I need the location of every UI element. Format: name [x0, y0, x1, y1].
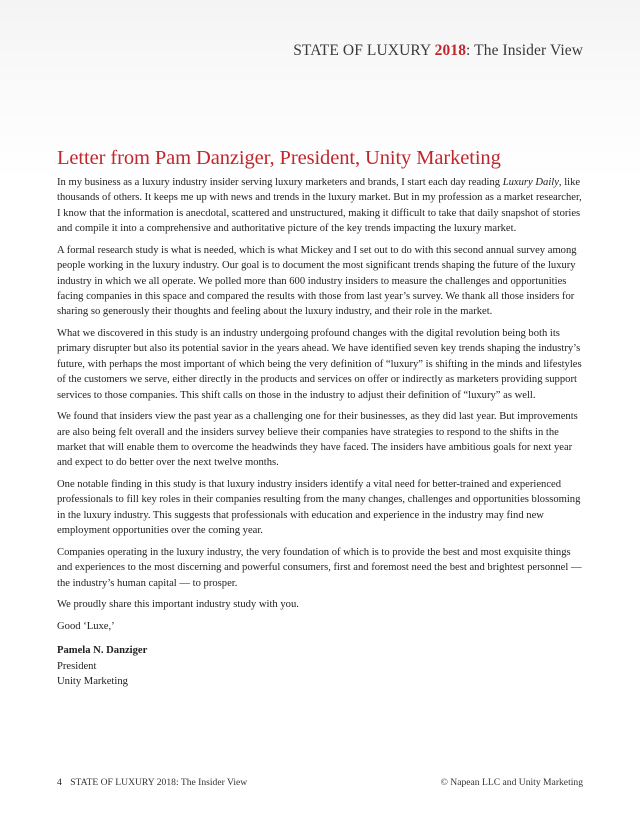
letter-title: Letter from Pam Danziger, President, Unity Marketing — [57, 147, 501, 169]
signature-role: President — [57, 660, 97, 672]
paragraph-intro-rest: , like thousands of others. It keeps me up with news and trends in the luxury market. But in my profession as a market researcher, I know that the information is anecdotal, scattered and unstructured, making it difficult to take that daily snapshot of stories and compile it into a comprehensive and authoritative picture of the key trends impacting the luxury market. — [57, 177, 582, 235]
signature-block — [57, 643, 587, 689]
publication-name: Luxury Daily — [502, 177, 559, 188]
paragraph-talent-need: One notable finding in this study is that luxury industry insiders identify a vital need for better-trained and experienced professionals to fill key roles in their companies resulting from the many changes, challenges and opportunities blossoming in the luxury industry. This suggests that professionals with education and experience in the industry may find new employment opportunities over the coming year. — [57, 479, 581, 537]
signature-company: Unity Marketing — [57, 676, 128, 688]
paragraph-intro — [57, 175, 587, 237]
footer-publication: STATE OF LUXURY 2018: The Insider View — [70, 777, 248, 788]
paragraph-research-study: A formal research study is what is needed, which is what Mickey and I set out to do with this second annual survey among people working in the luxury industry. Our goal is to document the most significant trends shaping the future of the luxury industry in which we all operate. We polled more than 600 industry insiders to measure the challenges and opportunities facing companies in this space and compared the results with those from last year’s survey. We thank all those insiders for sharing so generously their thoughts and feeling about the luxury industry, and their role in the market. — [57, 244, 577, 318]
header-year: 2018 — [434, 42, 467, 59]
header-title-suffix: : The Insider View — [466, 42, 583, 59]
page-footer — [57, 777, 583, 788]
page-number: 4 — [57, 777, 62, 788]
paragraph-intro-start: In my business as a luxury industry insider serving luxury marketers and brands, I start each day reading — [57, 177, 503, 188]
paragraph-share: We proudly share this important industry study with you. — [57, 599, 299, 611]
footer-copyright: © Napean LLC and Unity Marketing — [440, 777, 583, 788]
paragraph-findings: What we discovered in this study is an industry undergoing profound changes with the digital revolution being both its primary disrupter but also its potential savior in the years ahead. We have identified seven key trends shaping the industry’s future, with perhaps the most important of which being the very definition of “luxury” is shifting in the minds and lifestyles of the customers we serve, either directly in the products and services on offer or indirectly as marketers providing support services to those companies. This shift calls on those in the industry to adjust their definition of “luxury” as well. — [57, 328, 582, 401]
running-header — [293, 42, 583, 60]
paragraph-past-year: We found that insiders view the past year as a challenging one for their businesses, as they did last year. But improvements are also being felt overall and the insiders survey believe their companies have strategies to respond to the shifts in the market that will enable them to overcome the headwinds they have faced. The insiders have ambitious goals for next year and expect to do better over the next twelve months. — [57, 411, 578, 469]
letter-body — [57, 175, 587, 690]
header-title-prefix: STATE OF LUXURY — [293, 42, 435, 59]
signature-name: Pamela N. Danziger — [57, 645, 148, 657]
paragraph-human-capital: Companies operating in the luxury industry, the very foundation of which is to provide the best and most exquisite things and experiences to the most discerning and powerful consumers, first and foremost need the best and brightest personnel — the industry’s human capital — to prosper. — [57, 546, 582, 589]
closing-salutation: Good ‘Luxe,’ — [57, 620, 115, 632]
